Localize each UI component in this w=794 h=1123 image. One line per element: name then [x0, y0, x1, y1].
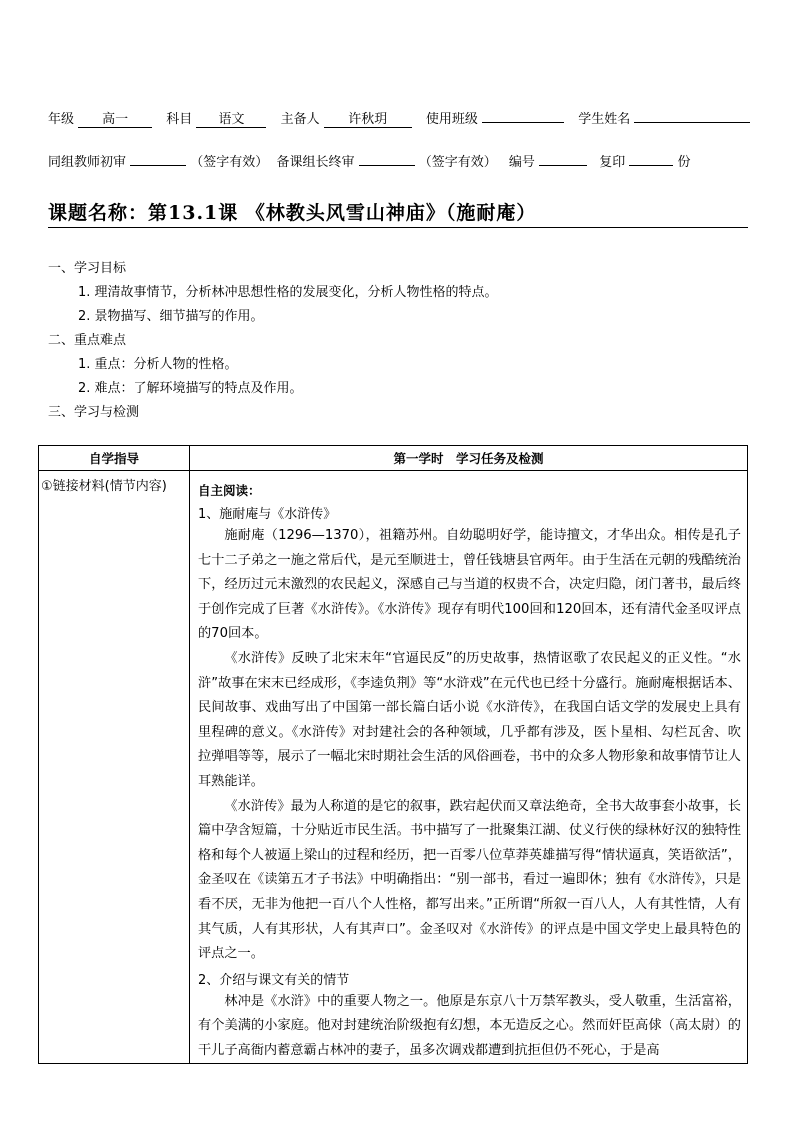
- final-field[interactable]: [359, 165, 415, 166]
- student-label: 学生姓名: [578, 112, 631, 127]
- self-reading-heading: 自主阅读：: [198, 483, 261, 498]
- header-line-1: [48, 108, 742, 128]
- subject-label: 科目: [166, 112, 193, 127]
- study-table: [38, 445, 748, 1064]
- author-label: 主备人: [280, 112, 320, 127]
- review-label: 同组教师初审: [48, 155, 127, 170]
- student-field[interactable]: [634, 122, 750, 123]
- class-field[interactable]: [482, 122, 564, 123]
- number-label: 编号: [508, 155, 535, 170]
- objective-item-1: 1. 理清故事情节，分析林冲思想性格的发展变化，分析人物性格的特点。: [78, 285, 498, 300]
- col-self-study-header: 自学指导: [39, 446, 190, 471]
- subheading-1: 1、施耐庵与《水浒传》: [198, 507, 337, 522]
- table-header-row: [39, 446, 748, 471]
- content-cell: [190, 471, 748, 1064]
- review-field[interactable]: [130, 165, 186, 166]
- paragraph-narrative: 《水浒传》最为人称道的是它的叙事，跌宕起伏而又章法绝奇，全书大故事套小故事，长篇中孕含短篇，十分贴近市民生活。书中描写了一批聚集江湖、仗义行侠的绿林好汉的独特性格和每个人被逼上梁山的过程和经历，把一百零八位草莽英雄描写得“情状逼真，笑语欲活”，金圣叹在《读第五才子书法》中明确指出：“别一部书，看过一遍即休；独有《水浒传》，只是看不厌，无非为他把一百八个人性格，都写出来。”正所谓“所叙一百八人，人有其性情，人有其气质，人有其形状，人有其声口”。金圣叹对《水浒传》的评点是中国文学史上最具特色的评点之一。: [198, 798, 741, 962]
- table-row: [39, 471, 748, 1064]
- copy-field[interactable]: [629, 165, 673, 166]
- author-field[interactable]: 许秋玥: [324, 108, 412, 128]
- section-key-points: 二、重点难点: [48, 333, 127, 348]
- signature-note-2: （签字有效）: [418, 155, 497, 170]
- header-line-2: [48, 151, 742, 170]
- number-field[interactable]: [539, 165, 587, 166]
- objective-item-2: 2. 景物描写、细节描写的作用。: [78, 309, 264, 324]
- paragraph-story: 《水浒传》反映了北宋末年“官逼民反”的历史故事，热情讴歌了农民起义的正义性。“水浒”故事在宋末已经成形，《李逵负荆》等“水浒戏”在元代也已经十分盛行。施耐庵根据话本、民间故事、戏曲写出了中国第一部长篇白话小说《水浒传》，在我国白话文学的发展史上具有里程碑的意义。《水浒传》对封建社会的各种领域，几乎都有涉及，医卜星相、勾栏瓦舍、吹拉弹唱等等，展示了一幅北宋时期社会生活的风俗画卷，书中的众多人物形象和故事情节让人耳熟能详。: [198, 650, 741, 789]
- final-label: 备课组长终审: [276, 155, 355, 170]
- paragraph-author: 施耐庵（1296—1370），祖籍苏州。自幼聪明好学，能诗擅文，才华出众。相传是孔子七十二子弟之一施之常后代，是元至顺进士，曾任钱塘县官两年。由于生活在元朝的残酷统治下，经历过元末激烈的农民起义，深感自己与当道的权贵不合，决定归隐，闭门著书，最后终于创作完成了巨著《水浒传》。《水浒传》现存有明代100回和120回本，还有清代金圣叹评点的70回本。: [198, 528, 741, 642]
- guide-cell: ①链接材料(情节内容): [39, 471, 190, 1064]
- key-point-item-1: 1. 重点：分析人物的性格。: [78, 357, 238, 372]
- paragraph-lin-chong: 林冲是《水浒》中的重要人物之一。他原是东京八十万禁军教头，受人敬重，生活富裕，有个美满的小家庭。他对封建统治阶级抱有幻想，本无造反之心。然而奸臣高俅（高太尉）的干儿子高衙内蓄意霸占林冲的妻子，虽多次调戏都遭到抗拒但仍不死心，于是高: [198, 993, 741, 1058]
- class-label: 使用班级: [425, 112, 478, 127]
- col-tasks-header: 第一学时 学习任务及检测: [190, 446, 748, 471]
- copy-unit: 份: [677, 155, 691, 170]
- copy-label: 复印: [599, 155, 626, 170]
- grade-label: 年级: [48, 112, 75, 127]
- subject-field[interactable]: 语文: [196, 108, 266, 128]
- section-study: 三、学习与检测: [48, 405, 140, 420]
- lesson-title: 课题名称：第13.1课 《林教头风雪山神庙》（施耐庵）: [48, 198, 748, 228]
- subheading-2: 2、介绍与课文有关的情节: [198, 972, 350, 988]
- key-point-item-2: 2. 难点：了解环境描写的特点及作用。: [78, 381, 303, 396]
- section-objectives: 一、学习目标: [48, 261, 127, 276]
- grade-field[interactable]: 高一: [78, 108, 152, 128]
- signature-note-1: （签字有效）: [190, 155, 269, 170]
